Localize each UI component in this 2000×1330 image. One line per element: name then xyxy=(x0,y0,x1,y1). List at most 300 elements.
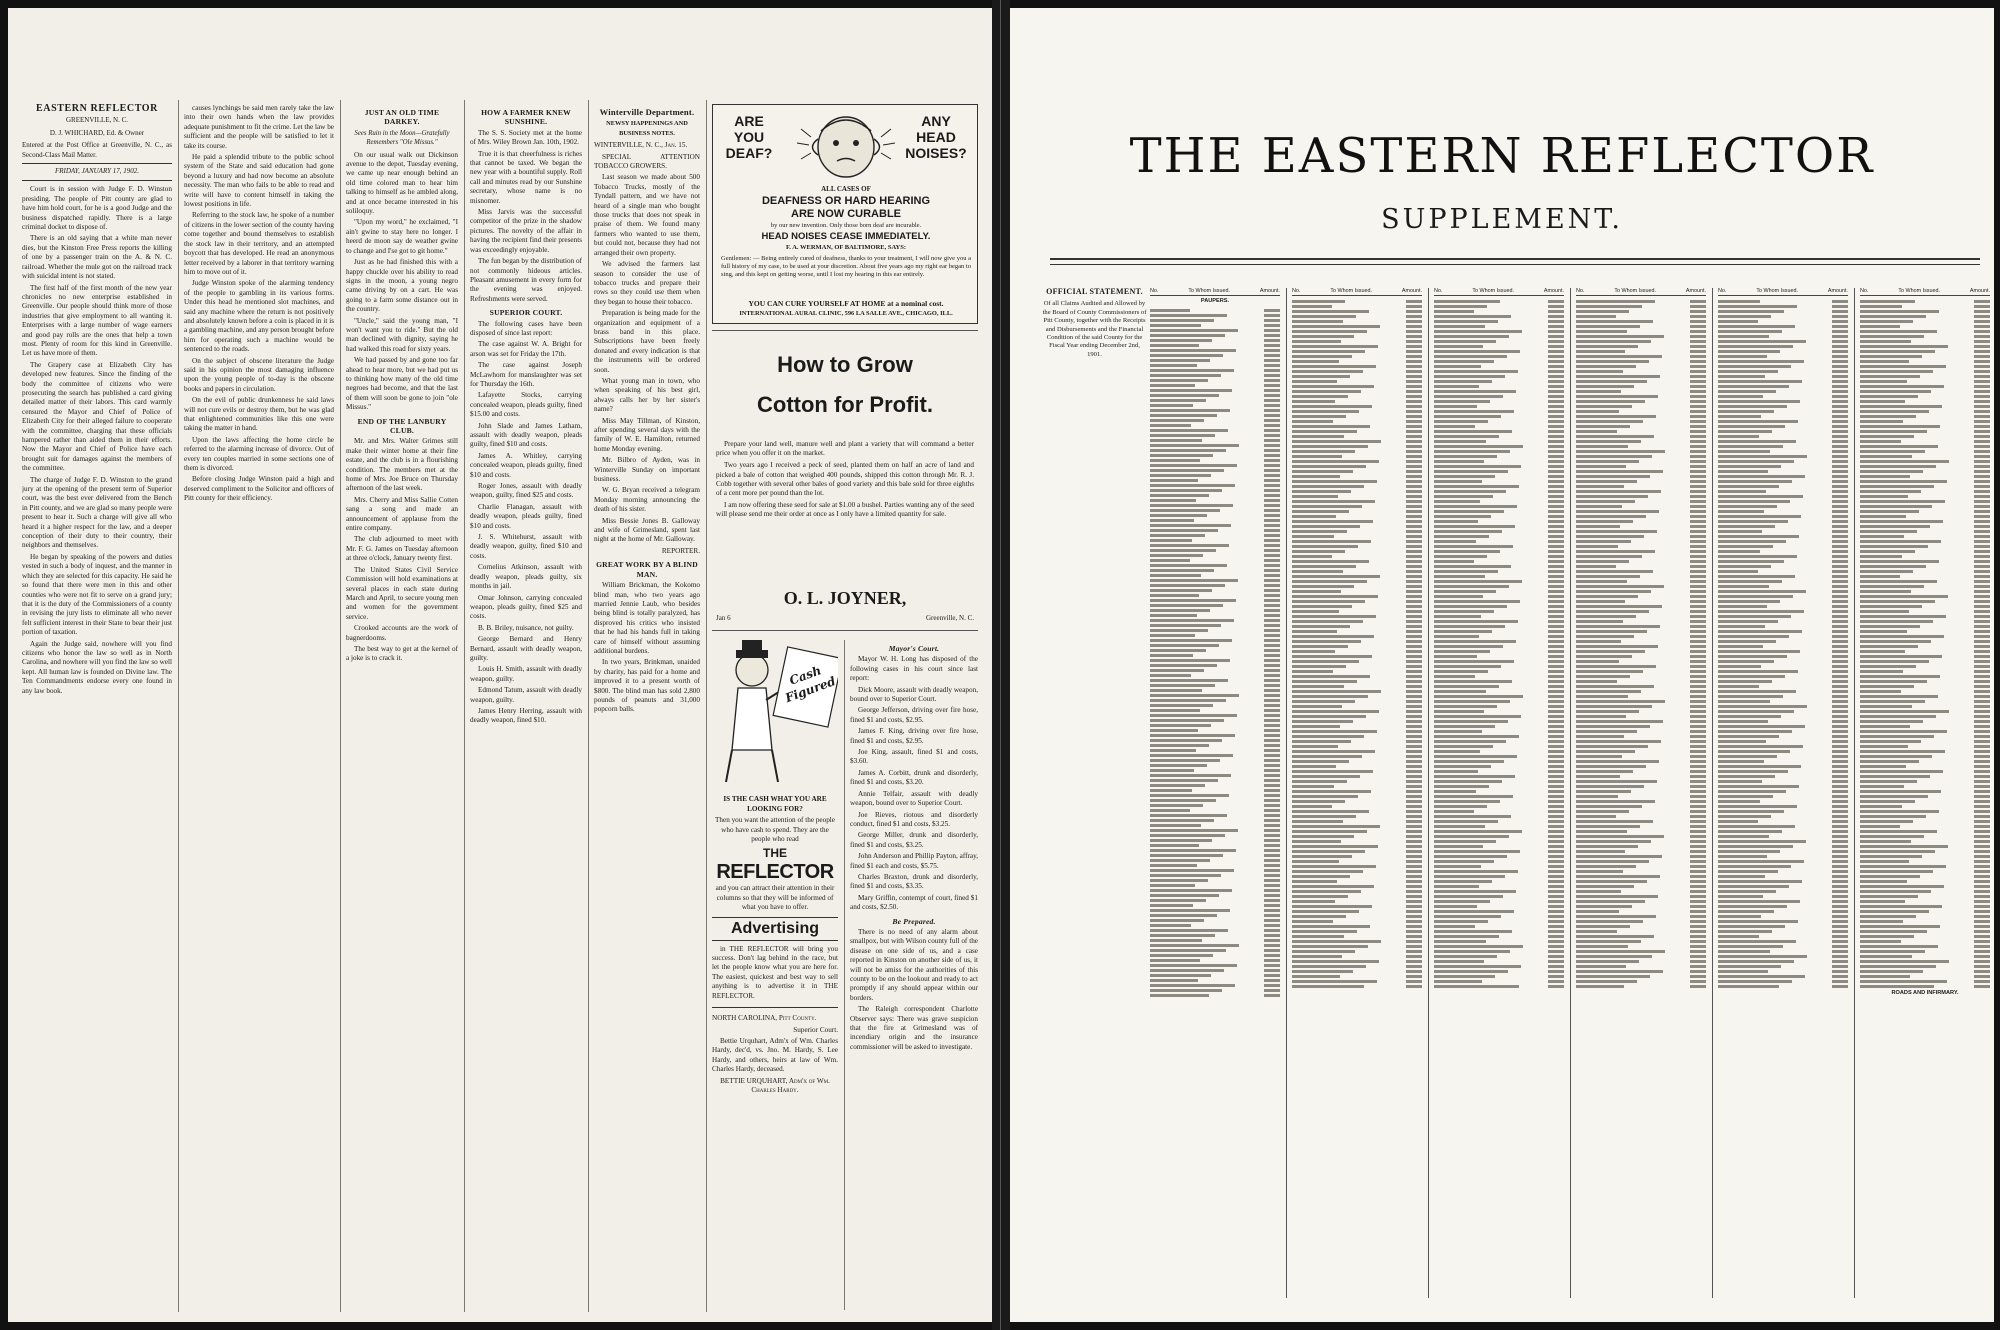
ledger-entry-mark xyxy=(1576,860,1649,863)
ledger-entry-mark xyxy=(1150,714,1237,717)
ledger-entry-mark xyxy=(1576,685,1654,688)
ledger-amount-mark xyxy=(1974,985,1990,988)
ledger-entry-mark xyxy=(1434,970,1508,973)
ledger-amount-mark xyxy=(1974,730,1990,733)
ledger-entry-mark xyxy=(1150,619,1234,622)
ledger-entry-mark xyxy=(1434,890,1516,893)
ledger-amount-mark xyxy=(1690,580,1706,583)
ledger-entry-mark xyxy=(1860,465,1936,468)
ledger-entry-mark xyxy=(1718,395,1763,398)
ledger-amount-mark xyxy=(1406,640,1422,643)
ledger-entry-mark xyxy=(1434,905,1477,908)
ledger-amount-mark xyxy=(1264,749,1280,752)
ledger-entry-mark xyxy=(1150,359,1210,362)
ledger-entry-mark xyxy=(1292,525,1360,528)
ledger-entry-mark xyxy=(1576,810,1629,813)
ledger-amount-mark xyxy=(1974,845,1990,848)
ledger-entry-mark xyxy=(1860,385,1944,388)
ledger-amount-mark xyxy=(1690,310,1706,313)
paragraph: James A. Corbitt, drunk and disorderly, fined $1 and costs, $3.20. xyxy=(850,768,978,787)
ledger-entry-mark xyxy=(1860,675,1940,678)
ledger-entry-mark xyxy=(1860,390,1931,393)
ledger-entry-mark xyxy=(1860,360,1909,363)
ledger-entry-mark xyxy=(1150,444,1239,447)
ledger-entry-mark xyxy=(1150,334,1225,337)
ledger-header-cell: Amount. xyxy=(1543,288,1564,294)
ledger-entry-mark xyxy=(1150,449,1226,452)
ledger-entry-mark xyxy=(1292,415,1346,418)
ledger-amount-mark xyxy=(1690,320,1706,323)
ledger-entry-mark xyxy=(1150,354,1223,357)
ledger-amount-mark xyxy=(1548,780,1564,783)
paragraph: Roger Jones, assault with deadly weapon, guilty, fined $25 and costs. xyxy=(470,482,582,500)
ledger-amount-mark xyxy=(1690,465,1706,468)
ledger-amount-mark xyxy=(1264,694,1280,697)
ledger-amount-mark xyxy=(1690,625,1706,628)
ledger-entry-mark xyxy=(1576,740,1661,743)
ledger-entry-mark xyxy=(1292,335,1354,338)
ledger-amount-mark xyxy=(1974,365,1990,368)
ledger-amount-mark xyxy=(1690,300,1706,303)
ledger-entry-mark xyxy=(1150,694,1239,697)
paragraph: Edmond Tatum, assault with deadly weapon, guilty. xyxy=(470,686,582,704)
ledger-entry-mark xyxy=(1434,430,1512,433)
ledger-entry-mark xyxy=(1434,370,1518,373)
ad-line: DEAFNESS OR HARD HEARING xyxy=(761,195,931,207)
ledger-entry-mark xyxy=(1860,875,1920,878)
ledger-amount-mark xyxy=(1264,649,1280,652)
ledger-entry-mark xyxy=(1860,780,1917,783)
ledger-amount-mark xyxy=(1974,520,1990,523)
ledger-amount-mark xyxy=(1690,500,1706,503)
ledger-amount-mark xyxy=(1548,670,1564,673)
ledger-amount-mark xyxy=(1406,465,1422,468)
ledger-amount-mark xyxy=(1548,745,1564,748)
ledger-amount-mark xyxy=(1832,310,1848,313)
ledger-entry-mark xyxy=(1576,395,1658,398)
ledger-amount-mark xyxy=(1832,695,1848,698)
ledger-amount-mark xyxy=(1974,330,1990,333)
ledger-amount-mark xyxy=(1264,734,1280,737)
ledger-entry-mark xyxy=(1718,635,1789,638)
ledger-amount-mark xyxy=(1264,779,1280,782)
ledger-amount-mark xyxy=(1548,305,1564,308)
right-supplement-page xyxy=(1010,8,1994,1322)
ledger-amount-mark xyxy=(1690,470,1706,473)
ledger-amount-mark xyxy=(1406,515,1422,518)
ledger-entry-mark xyxy=(1292,560,1369,563)
ledger-entry-mark xyxy=(1292,460,1379,463)
ledger-entry-mark xyxy=(1434,465,1521,468)
ledger-entry-mark xyxy=(1718,595,1793,598)
ledger-amount-mark xyxy=(1548,585,1564,588)
ledger-amount-mark xyxy=(1548,960,1564,963)
ledger-amount-mark xyxy=(1832,460,1848,463)
ledger-amount-mark xyxy=(1832,895,1848,898)
ledger-amount-mark xyxy=(1974,340,1990,343)
ledger-amount-mark xyxy=(1974,605,1990,608)
ledger-amount-mark xyxy=(1690,655,1706,658)
ledger-amount-mark xyxy=(1690,385,1706,388)
ledger-entry-mark xyxy=(1292,615,1376,618)
legal-court: Superior Court. xyxy=(793,1025,838,1034)
ledger-entry-mark xyxy=(1292,820,1343,823)
ledger-entry-mark xyxy=(1434,880,1492,883)
ledger-entry-mark xyxy=(1718,345,1793,348)
ledger-entry-mark xyxy=(1434,910,1514,913)
ledger-entry-mark xyxy=(1150,844,1199,847)
ledger-amount-mark xyxy=(1548,880,1564,883)
ledger-amount-mark xyxy=(1548,615,1564,618)
ledger-amount-mark xyxy=(1974,325,1990,328)
ledger-entry-mark xyxy=(1150,594,1199,597)
paragraph: The fun began by the distribution of not commonly hideous articles. Pleasant amusement in every form for the evening was enjoyed. Refreshments were served. xyxy=(470,257,582,303)
paragraph: Before closing Judge Winston paid a high and deserved compliment to the Solicitor and officers of Pitt county for their efficiency. xyxy=(184,475,334,503)
ledger-entry-mark xyxy=(1718,650,1800,653)
ledger-amount-mark xyxy=(1264,344,1280,347)
ledger-entry-mark xyxy=(1576,610,1649,613)
ledger-entry-mark xyxy=(1434,660,1514,663)
ledger-amount-mark xyxy=(1690,555,1706,558)
ledger-entry-mark xyxy=(1718,720,1768,723)
ledger-entry-mark xyxy=(1292,600,1365,603)
ledger-amount-mark xyxy=(1548,950,1564,953)
paragraph: The United States Civil Service Commission will hold examinations at several places in each state during March and April, to secure young men and women for the government service. xyxy=(346,565,458,621)
ledger-amount-mark xyxy=(1264,774,1280,777)
ledger-entry-mark xyxy=(1292,905,1372,908)
ledger-amount-mark xyxy=(1406,595,1422,598)
ledger-entry-mark xyxy=(1718,510,1764,513)
ledger-entry-mark xyxy=(1576,590,1651,593)
ledger-entry-mark xyxy=(1150,889,1232,892)
ledger-amount-mark xyxy=(1264,639,1280,642)
ledger-entry-mark xyxy=(1718,590,1806,593)
ledger-entry-mark xyxy=(1860,725,1910,728)
ledger-entry-mark xyxy=(1860,700,1925,703)
ledger-entry-mark xyxy=(1576,835,1664,838)
ledger-amount-mark xyxy=(1548,810,1564,813)
ledger-amount-mark xyxy=(1548,550,1564,553)
ledger-entry-mark xyxy=(1434,610,1494,613)
paragraph: Just as he had finished this with a happy chuckle over his ability to read signs in the moon, a young negro came driving by on a cart. He was going to a farm some distance out in the country. xyxy=(346,258,458,314)
ledger-entry-mark xyxy=(1150,419,1204,422)
ledger-amount-mark xyxy=(1690,855,1706,858)
ledger-entry-mark xyxy=(1292,545,1358,548)
ledger-entry-mark xyxy=(1434,715,1521,718)
ledger-amount-mark xyxy=(1832,620,1848,623)
ledger-entry-mark xyxy=(1860,495,1908,498)
ledger-amount-mark xyxy=(1406,625,1422,628)
ledger-entry-mark xyxy=(1860,865,1946,868)
ledger-amount-mark xyxy=(1832,700,1848,703)
ledger-entry-mark xyxy=(1434,520,1478,523)
ledger-entry-mark xyxy=(1434,550,1500,553)
ledger-amount-mark xyxy=(1406,835,1422,838)
ledger-entry-mark xyxy=(1292,435,1344,438)
official-statement-heading: OFFICIAL STATEMENT. xyxy=(1046,287,1143,296)
ledger-amount-mark xyxy=(1264,529,1280,532)
ledger-entry-mark xyxy=(1576,920,1643,923)
ledger-entry-mark xyxy=(1718,845,1793,848)
ledger-entry-mark xyxy=(1860,615,1946,618)
ledger-entry-mark xyxy=(1576,945,1628,948)
paragraph: W. G. Bryan received a telegram Monday morning announcing the death of his sister. xyxy=(594,486,700,514)
ledger-amount-mark xyxy=(1832,420,1848,423)
ledger-amount-mark xyxy=(1406,680,1422,683)
ledger-entry-mark xyxy=(1718,360,1804,363)
ledger-entry-mark xyxy=(1718,870,1778,873)
ledger-amount-mark xyxy=(1690,460,1706,463)
ledger-amount-mark xyxy=(1264,729,1280,732)
ledger-entry-mark xyxy=(1150,344,1199,347)
ledger-entry-mark xyxy=(1292,925,1370,928)
ledger-column xyxy=(1150,288,1280,1298)
ledger-amount-mark xyxy=(1548,845,1564,848)
ledger-amount-mark xyxy=(1406,645,1422,648)
ledger-entry-mark xyxy=(1292,580,1367,583)
ledger-entry-mark xyxy=(1292,330,1367,333)
ledger-entry-mark xyxy=(1292,495,1338,498)
ledger-entry-mark xyxy=(1718,320,1758,323)
ledger-entry-mark xyxy=(1434,785,1489,788)
ledger-amount-mark xyxy=(1406,490,1422,493)
ledger-entry-mark xyxy=(1150,454,1213,457)
ledger-entry-mark xyxy=(1434,850,1520,853)
ledger-amount-mark xyxy=(1974,720,1990,723)
ledger-entry-mark xyxy=(1860,525,1930,528)
paragraph: We had passed by and gone too far ahead to hear more, but we had put us to thinking how many of the old time negroes had become, and that the last of them will soon be gone to join "ole Missus." xyxy=(346,356,458,412)
ledger-entry-mark xyxy=(1860,460,1949,463)
ledger-column-header xyxy=(1860,288,1990,296)
ledger-entry-mark xyxy=(1434,620,1518,623)
ledger-amount-mark xyxy=(1264,834,1280,837)
ledger-entry-mark xyxy=(1860,400,1905,403)
ledger-amount-mark xyxy=(1548,665,1564,668)
ledger-amount-mark xyxy=(1974,835,1990,838)
ledger-entry-mark xyxy=(1150,739,1222,742)
ledger-entry-mark xyxy=(1576,330,1627,333)
ledger-entry-mark xyxy=(1150,524,1231,527)
article-headline: GREAT WORK BY A BLIND MAN. xyxy=(596,560,698,579)
paragraph: There is no need of any alarm about smallpox, but with Wilson county full of the disease on one side of us, and a case reported in Kinston on another side of us, it will not be amiss for the authorities of this county to be on the lookout and ready to act promptly if any should appear within our borders. xyxy=(850,927,978,1002)
paragraph: The Grapery case at Elizabeth City has developed new features. Since the finding of the body the committee of citizens who were prosecuting the search has published a card giving detailed matter of their labors. This card warmly censured the Mayor and Chief of Police of Elizabeth City for their alleged failure to cooperate with the committee, charging that these officials hampered rather than aided them in their efforts. Now the Mayor and Chief of Police have each brought suit for damages against the members of the committee. xyxy=(22,360,172,473)
ledger-amount-mark xyxy=(1548,935,1564,938)
ledger-entry-mark xyxy=(1576,855,1662,858)
ledger-entry-mark xyxy=(1718,660,1774,663)
ledger-amount-mark xyxy=(1548,965,1564,968)
ledger-entry-mark xyxy=(1292,655,1372,658)
ledger-amount-mark xyxy=(1548,770,1564,773)
ledger-amount-mark xyxy=(1832,455,1848,458)
ledger-amount-mark xyxy=(1832,660,1848,663)
ledger-amount-mark xyxy=(1406,955,1422,958)
ledger-amount-mark xyxy=(1406,950,1422,953)
ledger-amount-mark xyxy=(1406,320,1422,323)
ledger-amount-mark xyxy=(1832,605,1848,608)
ledger-amount-mark xyxy=(1264,434,1280,437)
ledger-entry-mark xyxy=(1718,775,1775,778)
ledger-entry-mark xyxy=(1292,440,1381,443)
ledger-amount-mark xyxy=(1264,309,1280,312)
ledger-entry-mark xyxy=(1434,525,1515,528)
ledger-amount-mark xyxy=(1832,425,1848,428)
ledger-entry-mark xyxy=(1292,745,1338,748)
ledger-amount-mark xyxy=(1548,900,1564,903)
ledger-entry-mark xyxy=(1576,710,1639,713)
paragraph: B. B. Briley, nuisance, not guilty. xyxy=(478,623,574,632)
ad-line: YOU CAN CURE YOURSELF AT HOME at a nominal cost. xyxy=(748,299,944,308)
ledger-amount-mark xyxy=(1264,479,1280,482)
ledger-entry-mark xyxy=(1576,800,1655,803)
ledger-entry-mark xyxy=(1150,809,1190,812)
advertiser-name: O. L. JOYNER, xyxy=(783,588,907,608)
ledger-entry-mark xyxy=(1292,395,1348,398)
ledger-amount-mark xyxy=(1548,320,1564,323)
ledger-entry-mark xyxy=(1718,850,1780,853)
ledger-amount-mark xyxy=(1406,565,1422,568)
ledger-entry-mark xyxy=(1434,775,1515,778)
ledger-amount-mark xyxy=(1974,300,1990,303)
ledger-entry-mark xyxy=(1576,600,1625,603)
ledger-amount-mark xyxy=(1264,989,1280,992)
ledger-entry-mark xyxy=(1150,974,1211,977)
ledger-amount-mark xyxy=(1548,805,1564,808)
ledger-entry-mark xyxy=(1434,940,1486,943)
ledger-amount-mark xyxy=(1974,695,1990,698)
column-rule xyxy=(464,100,465,1312)
masthead-editor: D. J. WHICHARD, Ed. & Owner xyxy=(49,128,145,137)
ledger-entry-mark xyxy=(1292,430,1357,433)
ledger-amount-mark xyxy=(1974,645,1990,648)
ad-body: and you can attract their attention in their columns so that they will be informed of what you have to offer. xyxy=(715,884,835,912)
ledger-entry-mark xyxy=(1718,900,1800,903)
ledger-entry-mark xyxy=(1576,370,1623,373)
ledger-amount-mark xyxy=(1548,355,1564,358)
ledger-amount-mark xyxy=(1548,360,1564,363)
ledger-entry-mark xyxy=(1718,920,1798,923)
ledger-entry-mark xyxy=(1718,810,1784,813)
ledger-entry-mark xyxy=(1718,630,1802,633)
ledger-amount-mark xyxy=(1548,860,1564,863)
ledger-entry-mark xyxy=(1576,455,1652,458)
ledger-entry-mark xyxy=(1150,599,1236,602)
ledger-amount-mark xyxy=(1832,305,1848,308)
ledger-entry-mark xyxy=(1150,679,1228,682)
ledger-entry-mark xyxy=(1434,555,1487,558)
ledger-entry-mark xyxy=(1292,790,1371,793)
ledger-header-cell: Amount. xyxy=(1259,288,1280,294)
ledger-amount-mark xyxy=(1406,660,1422,663)
ledger-header-cell: Amount. xyxy=(1827,288,1848,294)
ledger-amount-mark xyxy=(1264,684,1280,687)
ledger-amount-mark xyxy=(1264,539,1280,542)
ledger-amount-mark xyxy=(1690,395,1706,398)
ledger-entry-mark xyxy=(1292,455,1342,458)
ledger-amount-mark xyxy=(1974,350,1990,353)
ledger-entry-mark xyxy=(1860,965,1936,968)
ledger-entry-mark xyxy=(1434,540,1476,543)
ledger-amount-mark xyxy=(1974,930,1990,933)
ledger-entry-mark xyxy=(1860,555,1902,558)
ledger-amount-mark xyxy=(1832,610,1848,613)
ledger-entry-mark xyxy=(1292,355,1352,358)
ledger-amount-mark xyxy=(1548,840,1564,843)
ledger-amount-mark xyxy=(1264,469,1280,472)
ledger-entry-mark xyxy=(1434,895,1503,898)
ledger-amount-mark xyxy=(1264,484,1280,487)
ledger-entry-mark xyxy=(1150,409,1230,412)
ledger-amount-mark xyxy=(1406,715,1422,718)
paragraph: John Anderson and Phillip Payton, affray, fined $1 each and costs, $5.75. xyxy=(850,852,978,870)
ledger-amount-mark xyxy=(1974,710,1990,713)
ledger-amount-mark xyxy=(1832,355,1848,358)
ledger-amount-mark xyxy=(1832,865,1848,868)
ledger-entry-mark xyxy=(1860,440,1901,443)
ledger-entry-mark xyxy=(1860,955,1912,958)
ledger-entry-mark xyxy=(1150,819,1214,822)
ledger-column-rule xyxy=(1428,288,1429,1298)
ledger-entry-mark xyxy=(1860,550,1915,553)
ledger-amount-mark xyxy=(1974,445,1990,448)
ledger-entry-mark xyxy=(1576,415,1656,418)
ledger-column xyxy=(1576,288,1706,1298)
ledger-amount-mark xyxy=(1974,460,1990,463)
ledger-amount-mark xyxy=(1264,419,1280,422)
ledger-amount-mark xyxy=(1548,590,1564,593)
ledger-amount-mark xyxy=(1264,759,1280,762)
ledger-amount-mark xyxy=(1264,679,1280,682)
ledger-entry-mark xyxy=(1292,735,1364,738)
ledger-amount-mark xyxy=(1406,435,1422,438)
ledger-amount-mark xyxy=(1832,935,1848,938)
ledger-amount-mark xyxy=(1832,595,1848,598)
ledger-entry-mark xyxy=(1434,815,1511,818)
ledger-amount-mark xyxy=(1690,315,1706,318)
masthead-rule xyxy=(1050,264,1980,265)
ledger-amount-mark xyxy=(1406,650,1422,653)
ledger-header-cell: To Whom Issued. xyxy=(1188,288,1230,294)
ledger-amount-mark xyxy=(1974,840,1990,843)
ledger-amount-mark xyxy=(1690,620,1706,623)
ledger-amount-mark xyxy=(1974,450,1990,453)
ledger-amount-mark xyxy=(1690,345,1706,348)
ledger-amount-mark xyxy=(1832,825,1848,828)
ledger-amount-mark xyxy=(1974,580,1990,583)
ledger-amount-mark xyxy=(1832,540,1848,543)
ledger-amount-mark xyxy=(1264,549,1280,552)
ledger-entry-mark xyxy=(1150,519,1194,522)
ledger-amount-mark xyxy=(1406,615,1422,618)
ledger-entry-mark xyxy=(1860,745,1908,748)
ledger-entry-mark xyxy=(1576,735,1624,738)
ledger-amount-mark xyxy=(1974,705,1990,708)
ledger-amount-mark xyxy=(1974,865,1990,868)
ledger-amount-mark xyxy=(1832,820,1848,823)
ledger-entry-mark xyxy=(1860,590,1911,593)
ledger-amount-mark xyxy=(1264,719,1280,722)
ledger-amount-mark xyxy=(1548,450,1564,453)
official-statement-body: Of all Claims Audited and Allowed by the Board of County Commissioners of Pitt County, together with the Receipts and Disbursements and the Financial Condition of the said County for the Fiscal Year ending December 2nd, 1901. xyxy=(1042,300,1147,358)
ledger-entry-mark xyxy=(1860,520,1943,523)
ledger-entry-mark xyxy=(1292,685,1344,688)
ledger-entry-mark xyxy=(1150,554,1203,557)
ledger-amount-mark xyxy=(1690,785,1706,788)
ledger-amount-mark xyxy=(1690,335,1706,338)
ledger-entry-mark xyxy=(1150,779,1218,782)
ledger-header-cell: No. xyxy=(1434,288,1443,294)
ledger-entry-mark xyxy=(1718,780,1762,783)
ledger-entry-mark xyxy=(1860,475,1910,478)
